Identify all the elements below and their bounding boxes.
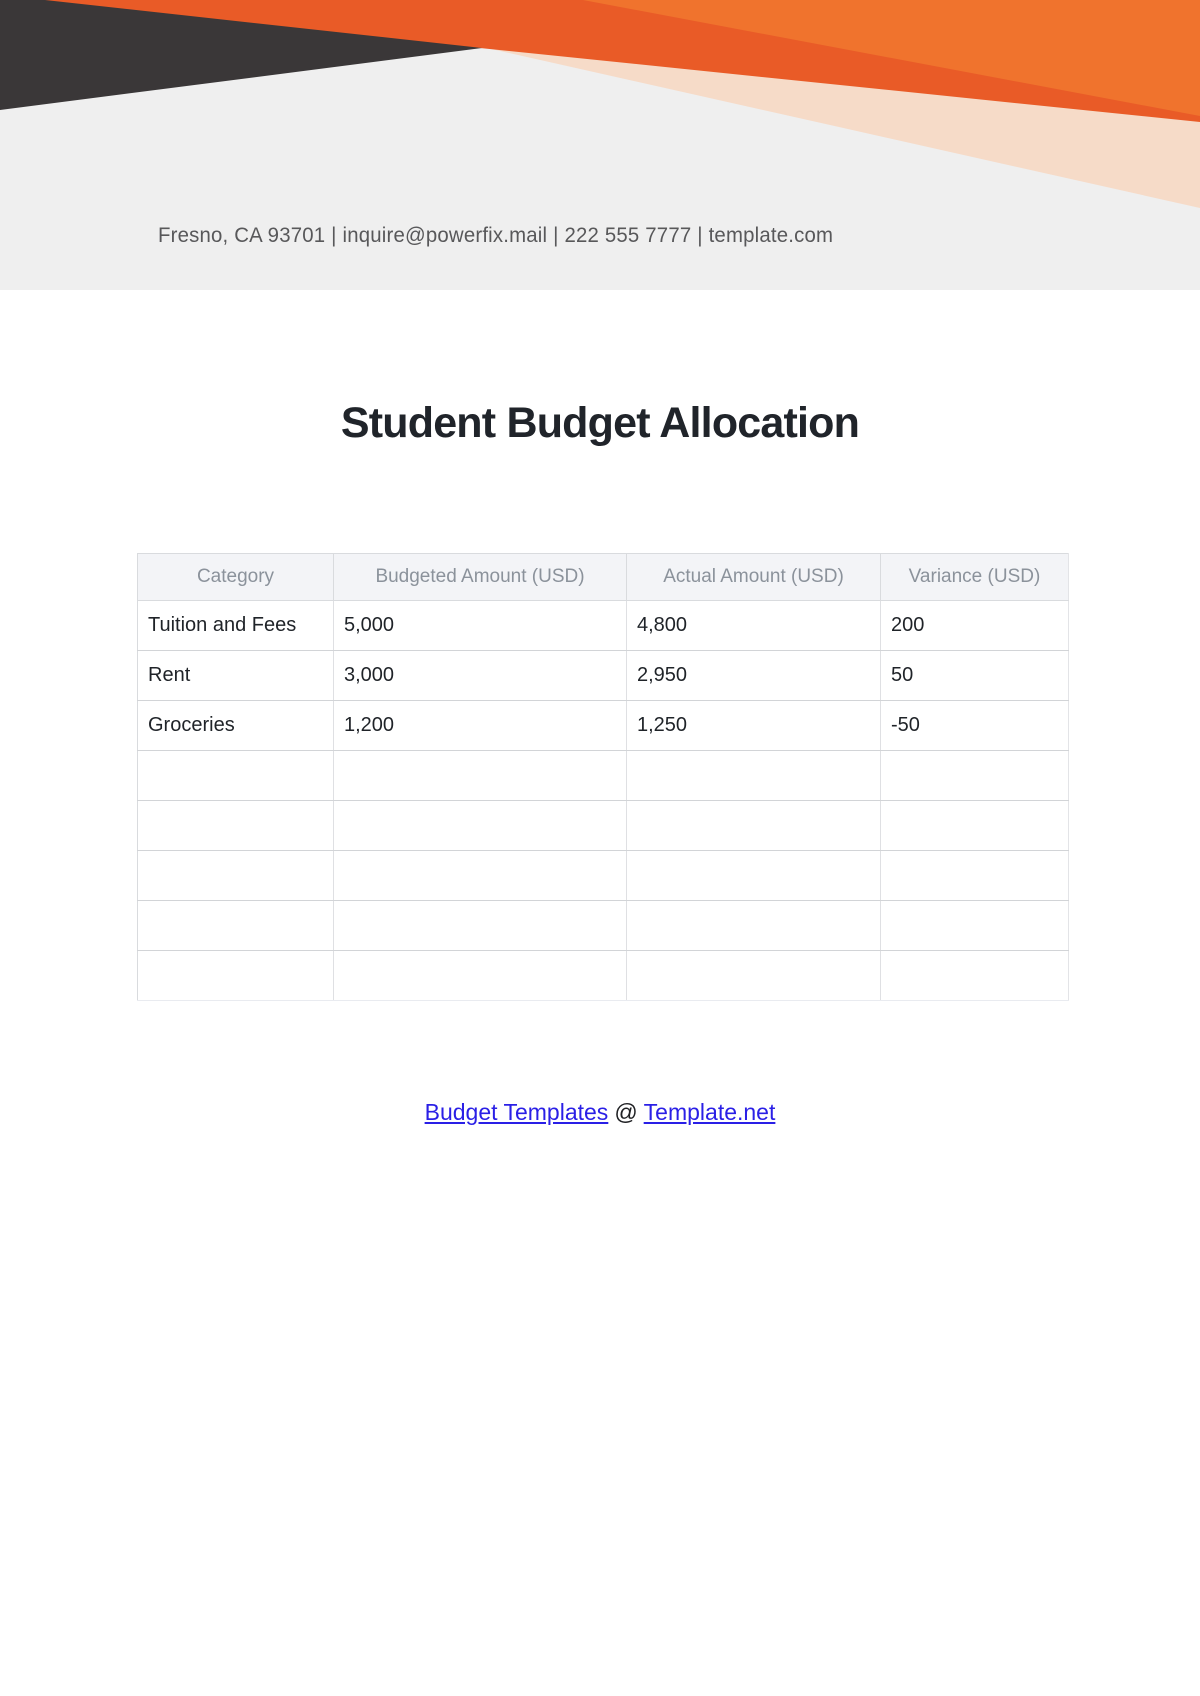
column-header-variance: Variance (USD) [881,554,1069,601]
contact-info-line: Fresno, CA 93701 | inquire@powerfix.mail | 222 555 7777 | template.com [158,224,834,247]
budget-table-container [137,553,1068,1001]
table-row [138,651,1069,701]
cell-category: Groceries [138,701,334,751]
cell-budgeted [334,801,627,851]
cell-category [138,901,334,951]
cell-variance [881,751,1069,801]
cell-budgeted [334,751,627,801]
cell-variance: 200 [881,601,1069,651]
cell-budgeted: 3,000 [334,651,627,701]
cell-actual: 1,250 [627,701,881,751]
budget-table [137,553,1069,1001]
footer-attribution [0,1099,1200,1126]
column-header-actual: Actual Amount (USD) [627,554,881,601]
table-row [138,601,1069,651]
page-title: Student Budget Allocation [340,399,860,447]
cell-actual: 2,950 [627,651,881,701]
table-row-empty [138,751,1069,801]
cell-category [138,751,334,801]
cell-variance [881,901,1069,951]
cell-actual [627,751,881,801]
cell-category: Rent [138,651,334,701]
cell-actual [627,851,881,901]
cell-actual [627,801,881,851]
column-header-category: Category [138,554,334,601]
table-row [138,701,1069,751]
cell-budgeted [334,951,627,1001]
cell-actual [627,951,881,1001]
cell-actual [627,901,881,951]
cell-actual: 4,800 [627,601,881,651]
cell-variance [881,951,1069,1001]
template-net-link[interactable]: Template.net [643,1099,776,1125]
table-row-empty [138,901,1069,951]
table-row-empty [138,851,1069,901]
cell-variance: 50 [881,651,1069,701]
header-band [0,0,1200,290]
cell-budgeted [334,901,627,951]
cell-category [138,801,334,851]
table-row-empty [138,951,1069,1001]
cell-budgeted: 5,000 [334,601,627,651]
cell-category: Tuition and Fees [138,601,334,651]
cell-variance [881,801,1069,851]
cell-budgeted: 1,200 [334,701,627,751]
column-header-budgeted: Budgeted Amount (USD) [334,554,627,601]
cell-category [138,851,334,901]
table-row-empty [138,801,1069,851]
footer-separator: @ [614,1099,638,1125]
cell-variance [881,851,1069,901]
cell-category [138,951,334,1001]
cell-variance: -50 [881,701,1069,751]
budget-templates-link[interactable]: Budget Templates [424,1099,609,1125]
table-header-row [138,554,1069,601]
cell-budgeted [334,851,627,901]
